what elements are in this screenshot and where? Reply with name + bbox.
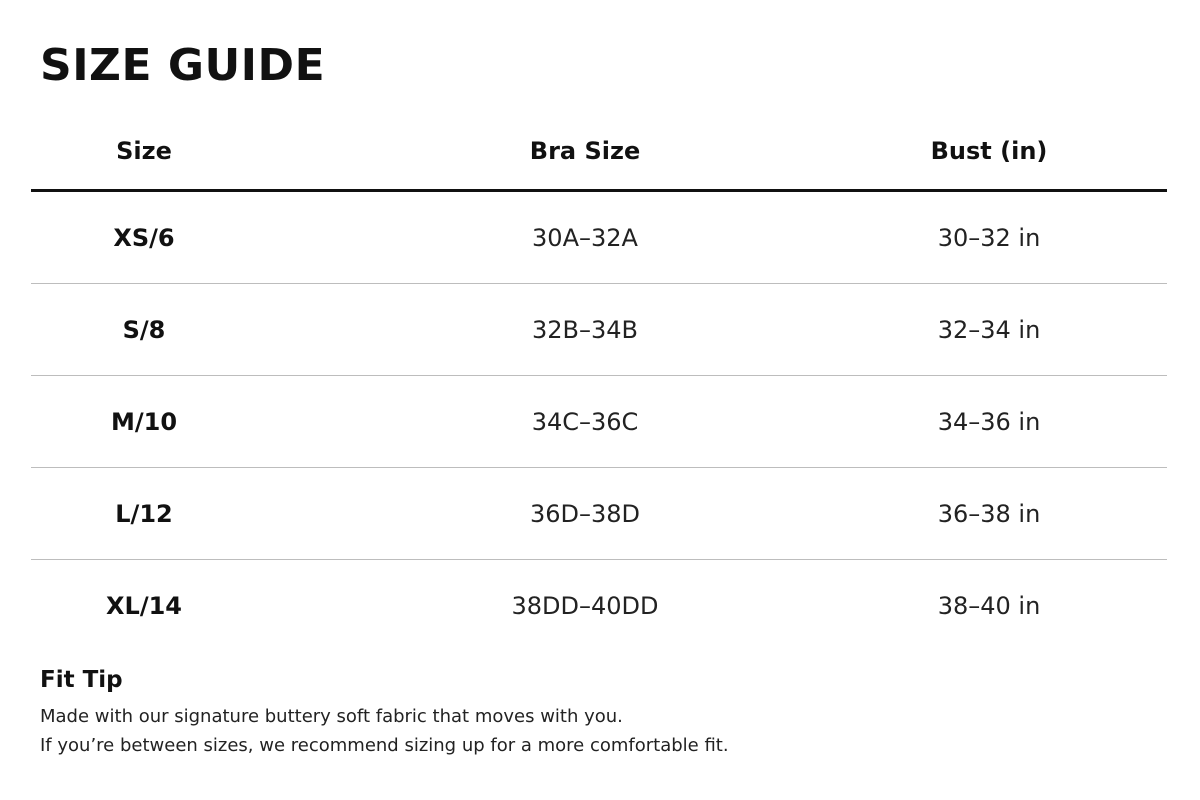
bust-cell: 36–38 in xyxy=(937,499,1041,528)
size-cell: XS/6 xyxy=(113,223,175,252)
bust-cell: 32–34 in xyxy=(937,315,1041,344)
bra-size-cell: 36D–38D xyxy=(529,499,641,528)
table-row xyxy=(31,468,1167,560)
table-row xyxy=(31,192,1167,284)
table-header xyxy=(31,112,1167,192)
bra-size-cell: 38DD–40DD xyxy=(511,591,659,620)
table-row xyxy=(31,560,1167,651)
bra-size-cell: 34C–36C xyxy=(531,407,639,436)
size-cell: S/8 xyxy=(122,315,166,344)
fit-tip-heading: Fit Tip xyxy=(40,667,123,693)
table-row xyxy=(31,376,1167,468)
table-row xyxy=(31,284,1167,376)
bra-size-cell: 32B–34B xyxy=(531,315,638,344)
size-table xyxy=(31,112,1167,651)
header-size: Size xyxy=(116,136,172,165)
header-bust: Bust (in) xyxy=(930,136,1048,165)
bust-cell: 30–32 in xyxy=(937,223,1041,252)
bra-size-cell: 30A–32A xyxy=(532,223,638,252)
size-cell: M/10 xyxy=(110,407,178,436)
bust-cell: 34–36 in xyxy=(937,407,1041,436)
size-cell: L/12 xyxy=(115,499,173,528)
bust-cell: 38–40 in xyxy=(937,591,1041,620)
header-bra-size: Bra Size xyxy=(529,136,641,165)
fit-tip-line: Made with our signature buttery soft fabric that moves with you. xyxy=(40,706,623,727)
fit-tip xyxy=(40,664,1140,760)
size-cell: XL/14 xyxy=(106,591,182,620)
fit-tip-line: If you’re between sizes, we recommend sizing up for a more comfortable fit. xyxy=(40,735,729,756)
page-title: SIZE GUIDE xyxy=(40,40,326,91)
